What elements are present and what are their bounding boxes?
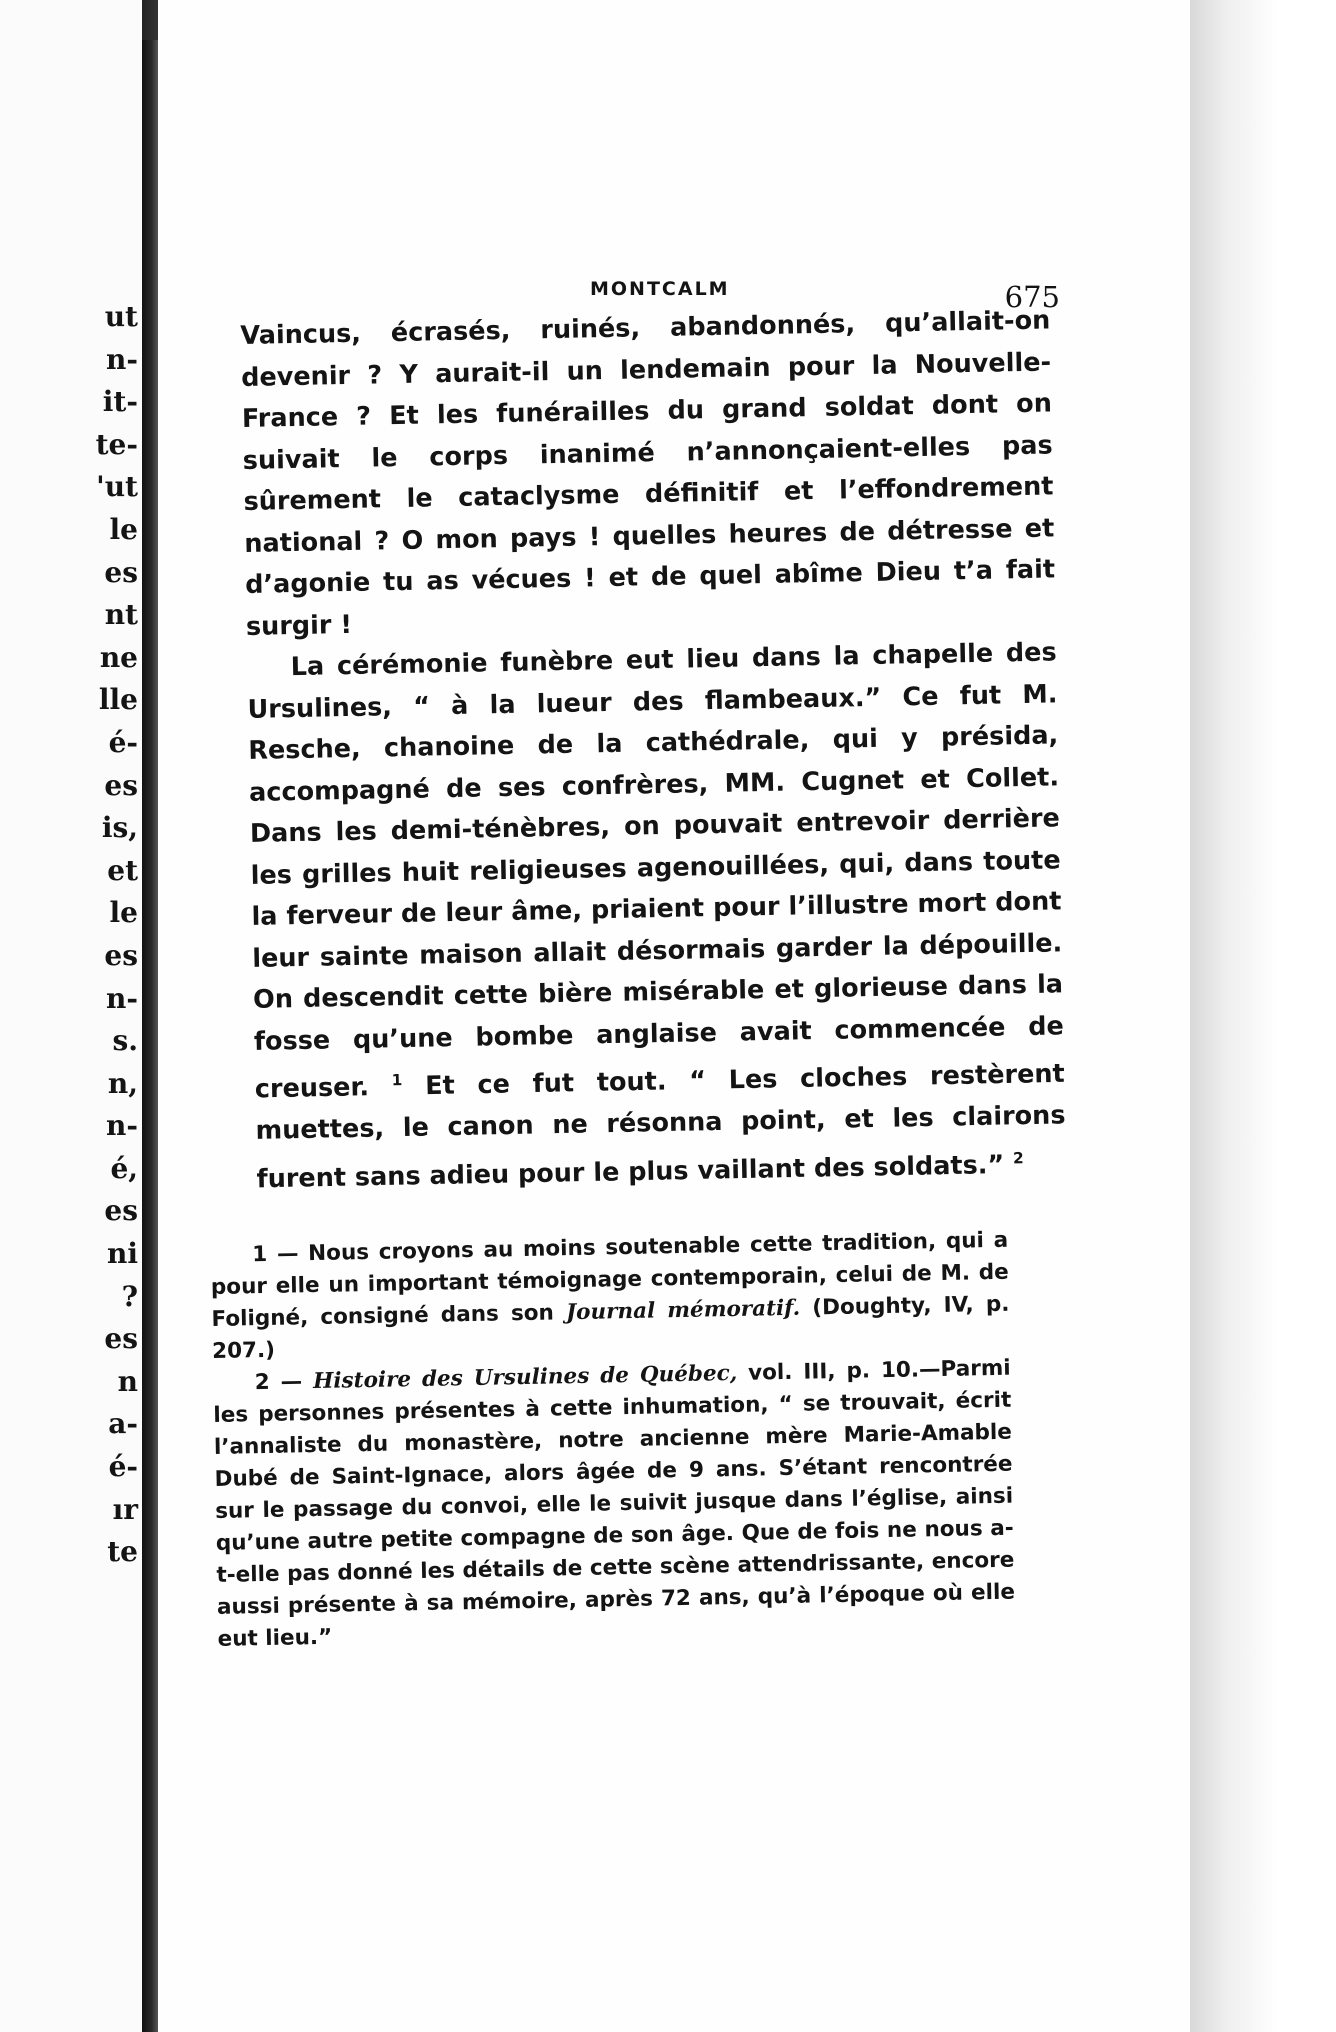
left-page-fragment: te- [95,427,138,461]
footnote-1-title: Journal mémoratif. [565,1295,801,1326]
left-page-fragment: 'ut [96,470,138,504]
main-text [240,300,1067,1200]
left-page-fragment: é- [108,725,138,759]
left-page-fragment: es [104,768,138,802]
left-page-fragment: ? [121,1279,138,1313]
left-page-fragment: n- [106,1109,138,1143]
left-page-fragment: ır [112,1492,138,1526]
paragraph-2 [246,632,1066,1200]
left-page-line-fragments [0,296,142,1574]
left-page-fragment: a- [108,1407,138,1441]
footnote-2 [212,1353,1015,1656]
left-page-fragment: n- [106,981,138,1015]
left-page-fragment: ut [104,300,138,333]
left-page-fragment: n- [106,342,138,376]
left-page-fragment: is, [101,811,138,845]
left-page-fragment: te [107,1535,138,1569]
footnote-ref-2: 2 [1012,1148,1024,1167]
left-page-fragment: n, [107,1066,138,1100]
running-head: MONTCALM [590,278,730,300]
left-page-fragment: es [104,1322,138,1356]
footnote-1-citation: (Doughty, IV, p. 207.) [211,1291,1010,1364]
book-gutter [142,0,158,2032]
left-page-fragment: le [109,512,138,546]
left-page-fragment: nt [104,598,138,632]
left-page-fragment: et [107,853,138,887]
page-number: 675 [1004,280,1060,314]
footnote-2-number: 2 — [254,1369,303,1396]
left-page-fragment: n [117,1364,138,1398]
footnote-1-text: 1 — Nous croyons au moins soutenable cette tradition, qui a pour elle un important témoignage contemporain, celui de M. de Foligné, consigné dans son [210,1227,1010,1332]
left-page-fragment: es [104,938,138,972]
paragraph-1: Vaincus, écrasés, ruinés, abandonnés, qu’allait-on devenir ? Y aurait-il un lendemain pour la Nouvelle-France ? Et les funérailles du grand soldat dont on suivait le corps inanimé n’annonçaient-elles pas sûrement le cataclysme définitif et l’effondrement national ? O mon pays ! quelles heures de détresse et d’agonie tu as vécues ! et de quel abîme Dieu t’a fait surgir ! [240,305,1056,642]
left-page-fragment: es [104,555,138,589]
footnote-2-title: Histoire des Ursulines de Québec, [312,1360,738,1395]
left-page-fragment: é- [108,1450,138,1484]
left-page-fragment: s. [112,1024,138,1058]
footnote-ref-1: 1 [391,1071,403,1090]
left-page-fragment: it- [102,385,138,419]
left-page-fragment: es [104,1194,138,1228]
paragraph-2-text: La cérémonie funèbre eut lieu dans la chapelle des Ursulines, “ à la lueur des flambeaux.” Ce fut M. Resche, chanoine de la cathédrale, qui y présida, accompagné de ses confrères, MM. Cugnet et Collet. Dans les demi-ténèbres, on pouvait entrevoir derrière les grilles huit religieuses agenouillées, qui, dans toute la ferveur de leur âme, priaient pour l’illustre mort dont leur sainte maison allait désormais garder la dépouille. On descendit cette bière misérable et glorieuse dans la fosse qu’une bombe anglaise avait commencée de creuser. [247,637,1065,1105]
left-page-fragment: ne [99,640,138,674]
left-page-fragment: é, [110,1151,138,1185]
left-facing-page [0,0,142,2032]
footnote-2-text: vol. III, p. 10.—Parmi les personnes présentes à cette inhumation, “ se trouvait, écrit l’annaliste du monastère, notre ancienne mère Marie-Amable Dubé de Saint-Ignace, alors âgée de 9 ans. S’étant rencontrée sur le passage du convoi, elle le suivit jusque dans l’église, ainsi qu’une autre petite compagne de son âge. Que de fois ne nous a-t-elle pas donné les détails de cette scène attendrissante, encore aussi présente à sa mémoire, après 72 ans, qu’à l’époque où elle eut lieu.” [213,1355,1016,1652]
left-page-fragment: lle [98,683,138,717]
paragraph-2-text-end: Et ce fut tout. “ Les cloches restèrent muettes, le canon ne résonna point, et les clairons furent sans adieu pour le plus vaillant des soldats.” [255,1058,1066,1194]
footnote-1 [210,1225,1010,1368]
left-page-fragment: ni [107,1237,138,1271]
page-edge [1190,0,1336,2032]
left-page-fragment: le [109,896,138,930]
footnotes [210,1225,1016,1656]
